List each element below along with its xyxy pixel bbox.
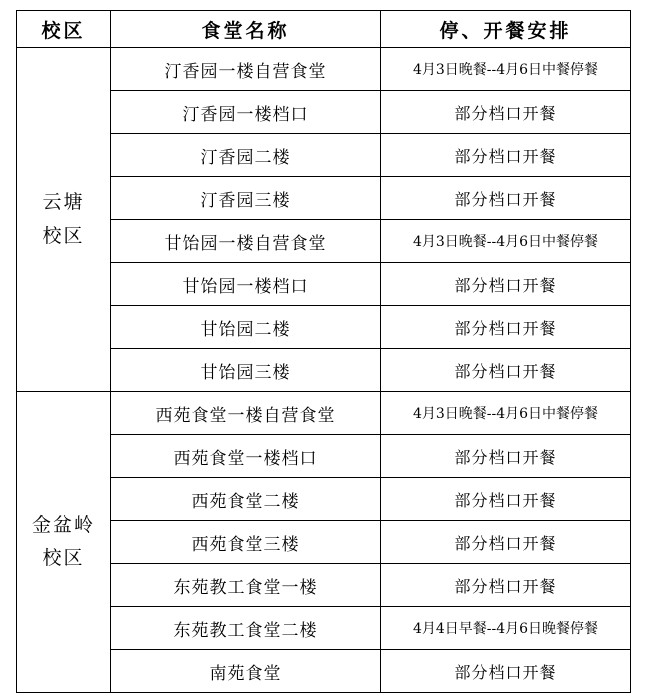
campus-label-line2: 校区 [42, 547, 85, 569]
hall-plan-cell: 部分档口开餐 [381, 263, 631, 306]
hall-plan-cell: 部分档口开餐 [381, 349, 631, 392]
hall-name-cell: 汀香园一楼自营食堂 [111, 48, 381, 91]
hall-name-cell: 汀香园三楼 [111, 177, 381, 220]
table-row [17, 48, 631, 91]
campus-cell-group-1 [17, 392, 111, 693]
hall-name-cell: 西苑食堂一楼档口 [111, 435, 381, 478]
hall-plan-cell: 4月3日晚餐--4月6日中餐停餐 [381, 392, 631, 435]
column-header-campus: 校区 [17, 11, 111, 48]
hall-plan-cell: 4月3日晚餐--4月6日中餐停餐 [381, 220, 631, 263]
hall-plan-cell: 部分档口开餐 [381, 521, 631, 564]
campus-cell-group-0 [17, 48, 111, 392]
hall-plan-cell: 部分档口开餐 [381, 564, 631, 607]
hall-name-cell: 汀香园二楼 [111, 134, 381, 177]
hall-plan-cell: 部分档口开餐 [381, 177, 631, 220]
hall-plan-cell: 部分档口开餐 [381, 435, 631, 478]
hall-plan-cell: 部分档口开餐 [381, 650, 631, 693]
hall-plan-cell: 部分档口开餐 [381, 91, 631, 134]
column-header-name: 食堂名称 [111, 11, 381, 48]
table-body [17, 11, 631, 693]
hall-name-cell: 东苑教工食堂二楼 [111, 607, 381, 650]
table-header-row [17, 11, 631, 48]
column-header-plan: 停、开餐安排 [381, 11, 631, 48]
hall-plan-cell: 部分档口开餐 [381, 478, 631, 521]
hall-plan-cell: 4月4日早餐--4月6日晚餐停餐 [381, 607, 631, 650]
table-row [17, 392, 631, 435]
hall-name-cell: 东苑教工食堂一楼 [111, 564, 381, 607]
hall-plan-cell: 部分档口开餐 [381, 134, 631, 177]
dining-hall-schedule-table [16, 10, 631, 693]
hall-name-cell: 汀香园一楼档口 [111, 91, 381, 134]
hall-name-cell: 西苑食堂二楼 [111, 478, 381, 521]
hall-plan-cell: 部分档口开餐 [381, 306, 631, 349]
hall-name-cell: 南苑食堂 [111, 650, 381, 693]
hall-name-cell: 甘饴园一楼档口 [111, 263, 381, 306]
hall-plan-cell: 4月3日晚餐--4月6日中餐停餐 [381, 48, 631, 91]
campus-label-line1: 云塘 [42, 191, 85, 214]
hall-name-cell: 甘饴园三楼 [111, 349, 381, 392]
hall-name-cell: 甘饴园一楼自营食堂 [111, 220, 381, 263]
campus-label-line2: 校区 [42, 224, 85, 247]
hall-name-cell: 甘饴园二楼 [111, 306, 381, 349]
campus-label-line1: 金盆岭 [31, 513, 95, 536]
hall-name-cell: 西苑食堂一楼自营食堂 [111, 392, 381, 435]
hall-name-cell: 西苑食堂三楼 [111, 521, 381, 564]
